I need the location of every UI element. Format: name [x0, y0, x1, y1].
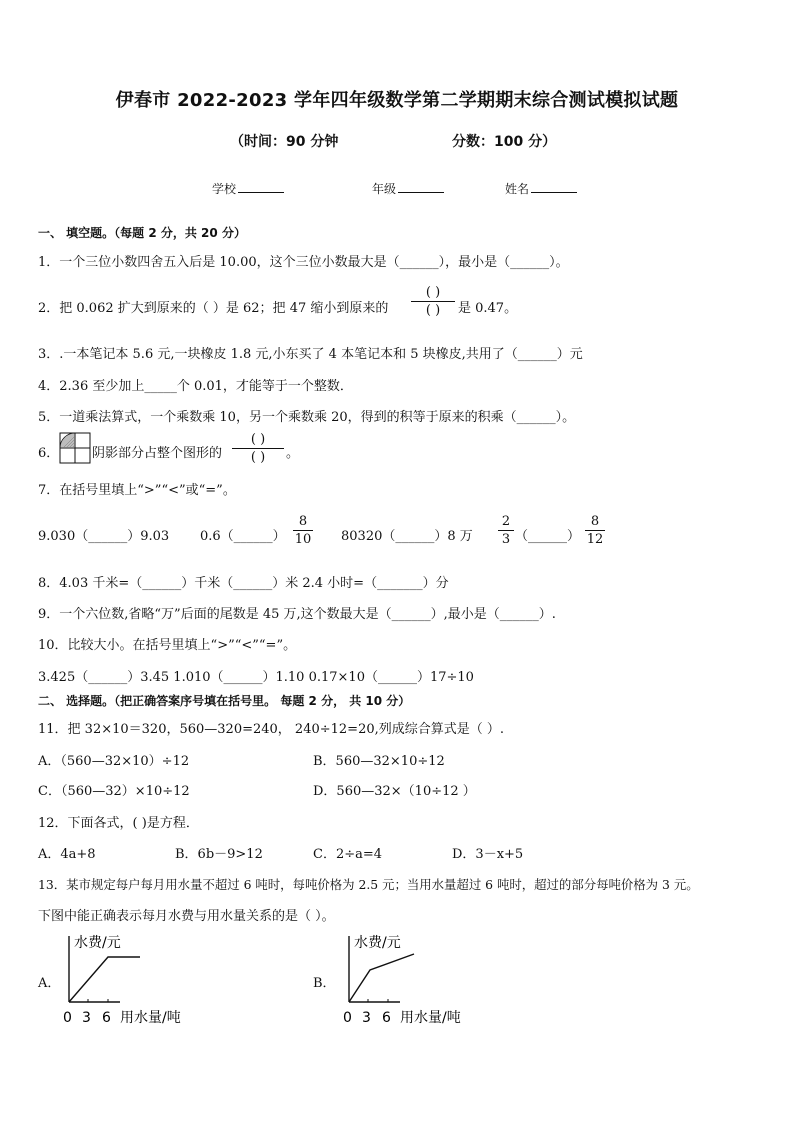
question-12: 12．下面各式，( )是方程．	[38, 816, 199, 831]
question-12-option-c[interactable]: C．2÷a=4	[313, 847, 383, 862]
question-6-end: 。	[286, 446, 300, 461]
tick-label: 0	[63, 1010, 72, 1026]
question-11: 11．把 32×10＝320，560—320=240， 240÷12=20,列成综合算式是（ ）.	[38, 722, 505, 737]
x-axis-label: 用水量/吨	[400, 1010, 461, 1026]
question-7-fraction-2-3	[498, 513, 514, 548]
question-2-text-b: 是 0.47。	[458, 301, 518, 316]
question-10-comparisons: 3.425（______）3.45 1.010（______）1.10 0.17×10（______）17÷10	[38, 670, 474, 685]
fraction-numerator: 8	[298, 514, 308, 529]
time-limit: （时间：90 分钟	[230, 134, 339, 150]
grade-label: 年级	[372, 182, 397, 196]
fraction-numerator: ( )	[425, 285, 441, 300]
fraction-numerator: 2	[501, 514, 511, 529]
fraction-numerator: 8	[590, 514, 600, 529]
fraction-denominator: ( )	[425, 303, 441, 318]
tick-label: 3	[362, 1010, 371, 1026]
question-11-option-a[interactable]: A．（560—32×10）÷12	[38, 754, 190, 769]
question-6-text: 阴影部分占整个图形的	[92, 446, 223, 461]
fraction-denominator: 10	[294, 532, 312, 547]
question-13-option-b-label[interactable]: B．	[313, 976, 336, 991]
question-2-fraction	[411, 284, 455, 319]
graph-option-a[interactable]	[60, 930, 210, 1030]
tick-label: 0	[343, 1010, 352, 1026]
question-11-option-d[interactable]: D．560—32×（10÷12 ）	[313, 784, 476, 799]
tick-label: 6	[102, 1010, 111, 1026]
question-7-fraction-8-12	[585, 513, 605, 548]
question-9: 9．一个六位数,省略“万”后面的尾数是 45 万,这个数最大是（______）,最小是（______）.	[38, 607, 556, 622]
x-axis-label: 用水量/吨	[120, 1010, 181, 1026]
question-12-option-b[interactable]: B．6b－9>12	[175, 847, 263, 862]
question-5: 5．一道乘法算式，一个乘数乘 10，另一个乘数乘 20，得到的积等于原来的积乘（______）。	[38, 410, 576, 425]
question-2-text-a: 2．把 0.062 扩大到原来的（ ）是 62；把 47 缩小到原来的	[38, 301, 389, 316]
tick-label: 6	[382, 1010, 391, 1026]
section-heading-multiple-choice: 二、 选择题。（把正确答案序号填在括号里。 每题 2 分， 共 10 分）	[38, 694, 411, 708]
question-13: 13．某市规定每户每月用水量不超过 6 吨时，每吨价格为 2.5 元；当用水量超过 6 吨时，超过的部分每吨价格为 3 元。	[38, 877, 699, 892]
question-12-option-d[interactable]: D．3－x+5	[452, 847, 524, 862]
question-11-option-c[interactable]: C．（560—32）×10÷12	[38, 784, 190, 799]
section-heading-fill-blank: 一、 填空题。（每题 2 分，共 20 分）	[38, 226, 246, 240]
question-6-fraction	[232, 431, 284, 466]
fraction-denominator: 12	[586, 532, 604, 547]
question-3: 3．.一本笔记本 5.6 元,一块橡皮 1.8 元,小东买了 4 本笔记本和 5 块橡皮,共用了（______）元	[38, 347, 583, 362]
name-field[interactable]	[505, 180, 577, 197]
question-13-prompt: 下图中能正确表示每月水费与用水量关系的是（ ）。	[38, 909, 335, 924]
graph-option-b[interactable]	[340, 930, 490, 1030]
question-10: 10．比较大小。在括号里填上“>”“<”“=”。	[38, 638, 297, 653]
page-title: 伊春市 2022-2023 学年四年级数学第二学期期末综合测试模拟试题	[115, 90, 679, 111]
school-label: 学校	[212, 182, 237, 196]
fraction-numerator: ( )	[250, 432, 266, 447]
tick-label: 3	[82, 1010, 91, 1026]
fraction-denominator: ( )	[250, 450, 266, 465]
question-1: 1．一个三位小数四舍五入后是 10.00，这个三位小数最大是（______），最小是（______）。	[38, 255, 569, 270]
shaded-square-figure	[59, 432, 91, 464]
school-field[interactable]	[212, 180, 284, 197]
question-4: 4．2.36 至少加上_____个 0.01，才能等于一个整数．	[38, 379, 353, 394]
name-label: 姓名	[505, 182, 530, 196]
question-7-fraction-8-10	[293, 513, 313, 548]
question-11-option-b[interactable]: B．560—32×10÷12	[313, 754, 445, 769]
fraction-denominator: 3	[501, 532, 511, 547]
y-axis-label: 水费/元	[74, 935, 121, 951]
question-6-label: 6．	[38, 446, 60, 461]
question-7-compare-1: 9.030（______）9.03	[38, 529, 170, 544]
question-7-compare-3: 80320（______）8 万	[341, 529, 473, 544]
question-7-compare-2: 0.6（______）	[200, 529, 286, 544]
question-13-option-a-label[interactable]: A．	[38, 976, 61, 991]
question-12-option-a[interactable]: A．4a+8	[38, 847, 96, 862]
grade-field[interactable]	[372, 180, 444, 197]
question-8: 8．4.03 千米=（______）千米（______）米 2.4 小时=（_______）分	[38, 576, 449, 591]
question-7-compare-4: （______）	[515, 529, 581, 544]
question-7: 7．在括号里填上“>”“<”或“=”。	[38, 483, 236, 498]
total-score: 分数：100 分）	[452, 134, 557, 150]
y-axis-label: 水费/元	[354, 935, 401, 951]
